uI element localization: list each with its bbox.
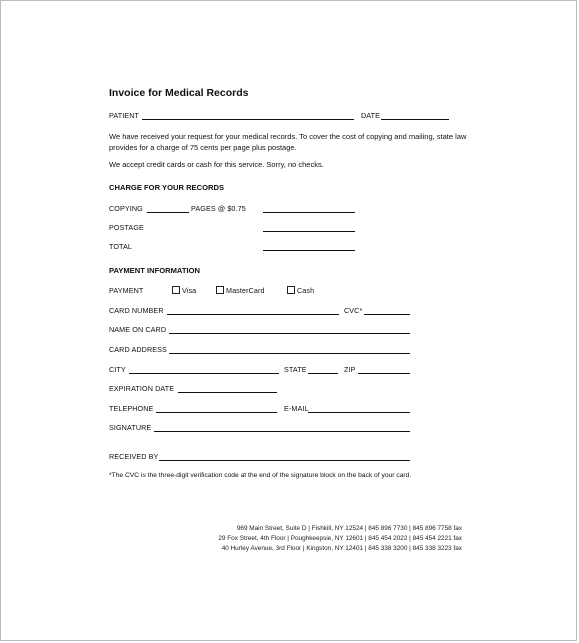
card-number-label: CARD NUMBER <box>109 306 164 315</box>
cash-checkbox[interactable] <box>287 286 295 294</box>
date-field[interactable] <box>381 119 449 120</box>
pages-amount-field[interactable] <box>263 212 355 213</box>
copying-label: COPYING <box>109 204 143 213</box>
city-label: CITY <box>109 365 126 374</box>
footer-address-line: 29 Fox Street, 4th Floor | Poughkeepsie, NY 12601 | 845 454 2022 | 845 454 2221 fax <box>218 535 462 542</box>
cvc-field[interactable] <box>364 314 410 315</box>
card-number-field[interactable] <box>167 314 339 315</box>
payment-heading: PAYMENT INFORMATION <box>109 266 200 275</box>
card-address-label: CARD ADDRESS <box>109 345 167 354</box>
visa-option-label: Visa <box>182 286 197 295</box>
telephone-field[interactable] <box>156 412 277 413</box>
email-label: E-MAIL <box>284 404 309 413</box>
charges-heading: CHARGE FOR YOUR RECORDS <box>109 183 225 192</box>
footer-address-line: 40 Hurley Avenue, 3rd Floor | Kingston, NY 12401 | 845 338 3200 | 845 338 3223 fax <box>221 545 462 552</box>
name-on-card-label: NAME ON CARD <box>109 325 167 334</box>
cvc-label: CVC* <box>344 306 363 315</box>
date-label: DATE <box>361 111 381 120</box>
zip-label: ZIP <box>344 365 356 374</box>
received-by-label: RECEIVED BY <box>109 452 159 461</box>
cash-option-label: Cash <box>297 286 315 295</box>
payment-label: PAYMENT <box>109 286 144 295</box>
zip-field[interactable] <box>358 373 410 374</box>
document-title: Invoice for Medical Records <box>109 87 249 99</box>
expiration-date-field[interactable] <box>178 392 277 393</box>
patient-field[interactable] <box>142 119 354 120</box>
copying-field[interactable] <box>147 212 189 213</box>
mastercard-option-label: MasterCard <box>226 286 265 295</box>
total-label: TOTAL <box>109 242 132 251</box>
pages-label: PAGES @ $0.75 <box>191 204 246 213</box>
signature-label: SIGNATURE <box>109 423 152 432</box>
signature-field[interactable] <box>154 431 410 432</box>
telephone-label: TELEPHONE <box>109 404 154 413</box>
cvc-footnote: *The CVC is the three-digit verification code at the end of the signature block on the back of your card. <box>109 472 412 479</box>
state-label: STATE <box>284 365 307 374</box>
name-on-card-field[interactable] <box>169 333 410 334</box>
expiration-date-label: EXPIRATION DATE <box>109 384 175 393</box>
postage-amount-field[interactable] <box>263 231 355 232</box>
payment-note-paragraph: We accept credit cards or cash for this service. Sorry, no checks. <box>109 160 324 169</box>
patient-label: PATIENT <box>109 111 139 120</box>
visa-checkbox[interactable] <box>172 286 180 294</box>
email-field[interactable] <box>308 412 410 413</box>
mastercard-checkbox[interactable] <box>216 286 224 294</box>
postage-label: POSTAGE <box>109 223 144 232</box>
footer-address-line: 969 Main Street, Suite D | Fishkill, NY 12524 | 845 896 7730 | 845 896 7758 fax <box>236 525 462 532</box>
request-paragraph: We have received your request for your medical records. To cover the cost of copying and mailing, state law provides for a charge of 75 cents per page plus postage. <box>109 132 467 152</box>
received-by-field[interactable] <box>159 460 410 461</box>
city-field[interactable] <box>129 373 279 374</box>
card-address-field[interactable] <box>169 353 410 354</box>
total-amount-field[interactable] <box>263 250 355 251</box>
state-field[interactable] <box>308 373 338 374</box>
